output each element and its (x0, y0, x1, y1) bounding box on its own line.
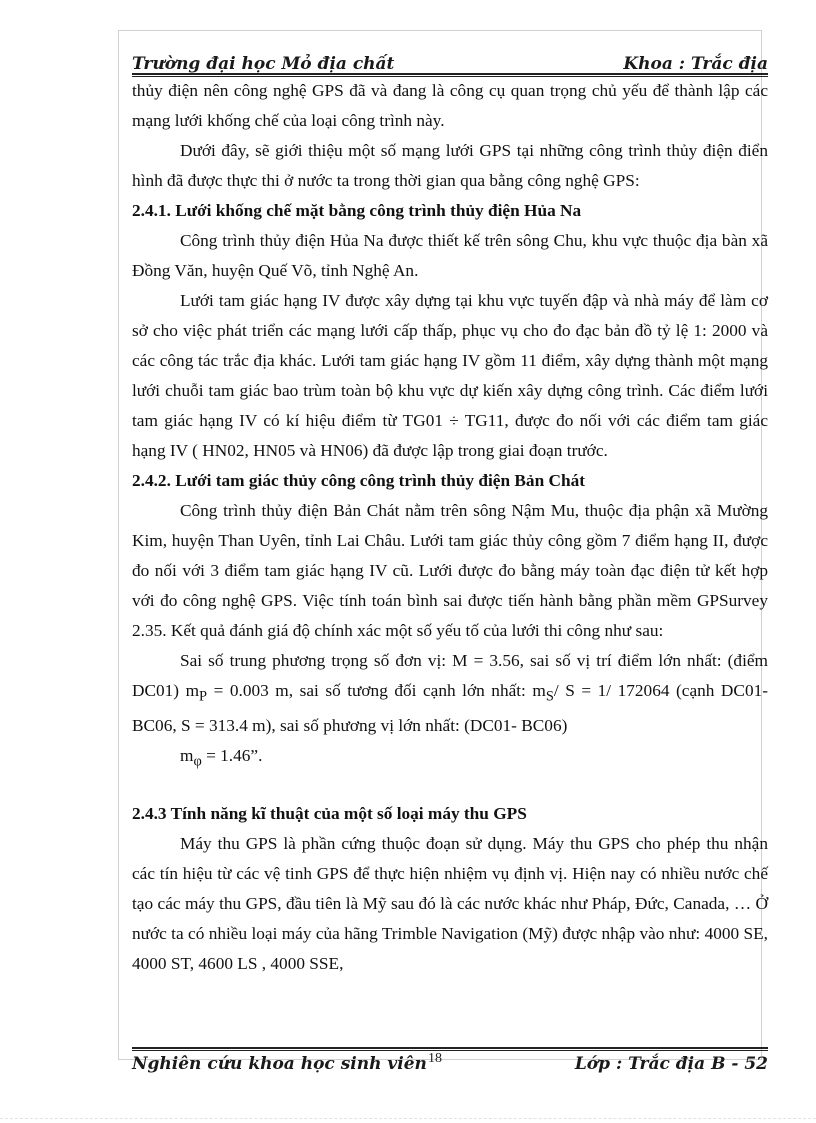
section-heading: 2.4.1. Lưới khống chế mặt bằng công trình thủy điện Hủa Na (132, 201, 582, 220)
subscript: φ (193, 753, 202, 770)
paragraph: thủy điện nên công nghệ GPS đã và đang là công cụ quan trọng chủ yếu để thành lập các mạng lưới khống chế của loại công trình này. (132, 81, 768, 130)
paragraph-accuracy: Sai số trung phương trọng số đơn vị: M = 3.56, sai số vị trí điểm lớn nhất: (điểm DC01) $m_P = 0.003$ m, sai số tương đối cạnh lớn nhất: $m_S/$ S = 1/ 172064 (cạnh DC01- BC06, S = 313.4 m), sai số phương vị lớn nhất: (DC01- BC06) (132, 651, 768, 736)
running-footer (132, 1054, 768, 1076)
section-heading: 2.4.3 Tính năng kĩ thuật của một số loại máy thu GPS (132, 803, 527, 823)
paragraph: Máy thu GPS là phần cứng thuộc đoạn sử dụng. Máy thu GPS cho phép thu nhận các tín hiệu từ các vệ tinh GPS để thực hiện nhiệm vụ định vị. Hiện nay có nhiều nước chế tạo các máy thu GPS, đầu tiên là Mỹ sau đó là các nước khác như Pháp, Đức, Canada, … Ở nước ta có nhiều loại máy của hãng Trimble Navigation (Mỹ) được nhập vào như: 4000 SE, 4000 ST, 4600 LS , 4000 SSE, (132, 833, 768, 973)
spacer (132, 777, 768, 799)
paragraph: Công trình thủy điện Bản Chát nằm trên sông Nậm Mu, thuộc địa phận xã Mường Kim, huyện Than Uyên, tỉnh Lai Châu. Lưới tam giác thủy công gồm 7 điểm hạng II, được đo nối với 3 điểm tam giác hạng IV cũ. Lưới được đo bằng máy toàn đạc điện tử kết hợp với đo công nghệ GPS. Việc tính toán bình sai được tiến hành bằng phần mềm GPSurvey 2.35. Kết quả đánh giá độ chính xác một số yếu tố của lưới thi công như sau: (132, 501, 768, 640)
paragraph: Lưới tam giác hạng IV được xây dựng tại khu vực tuyến đập và nhà máy để làm cơ sở cho việc phát triển các mạng lưới cấp thấp, phục vụ cho đo đạc bản đồ tỷ lệ 1: 2000 và các công tác trắc địa khác. Lưới tam giác hạng IV gồm 11 điểm, xây dựng thành một mạng lưới chuỗi tam giác bao trùm toàn bộ khu vực dự kiến xây dựng công trình. Các điểm lưới tam giác hạng IV có kí hiệu điểm từ TG01 ÷ TG11, được đo nối với các điểm tam giác hạng IV ( HN02, HN05 và HN06) đã được lập trong giai đoạn trước. (132, 291, 768, 460)
footer-research: Nghiên cứu khoa học sinh viên (132, 1054, 427, 1074)
paragraph: Dưới đây, sẽ giới thiệu một số mạng lưới GPS tại những công trình thủy điện điển hình đã được thực thi ở nước ta trong thời gian qua bằng công nghệ GPS: (132, 141, 768, 190)
header-university: Trường đại học Mỏ địa chất (132, 54, 395, 74)
section-heading: 2.4.2. Lưới tam giác thủy công công trình thủy điện Bản Chát (132, 471, 585, 490)
footer-class: Lớp : Trắc địa B - 52 (574, 1054, 768, 1074)
page-edge-dots (0, 1118, 816, 1119)
footer-rule (132, 1047, 768, 1051)
page-body (132, 76, 768, 979)
paragraph: Công trình thủy điện Hủa Na được thiết kế trên sông Chu, khu vực thuộc địa bàn xã Đồng Văn, huyện Quế Võ, tỉnh Nghệ An. (132, 231, 768, 280)
subscript: P (199, 688, 208, 705)
paragraph-azimuth: $m_\varphi = 1.46$”. (180, 746, 263, 770)
page-number: 18 (428, 1051, 442, 1066)
header-faculty: Khoa : Trắc địa (623, 54, 768, 74)
subscript: S (545, 688, 554, 705)
